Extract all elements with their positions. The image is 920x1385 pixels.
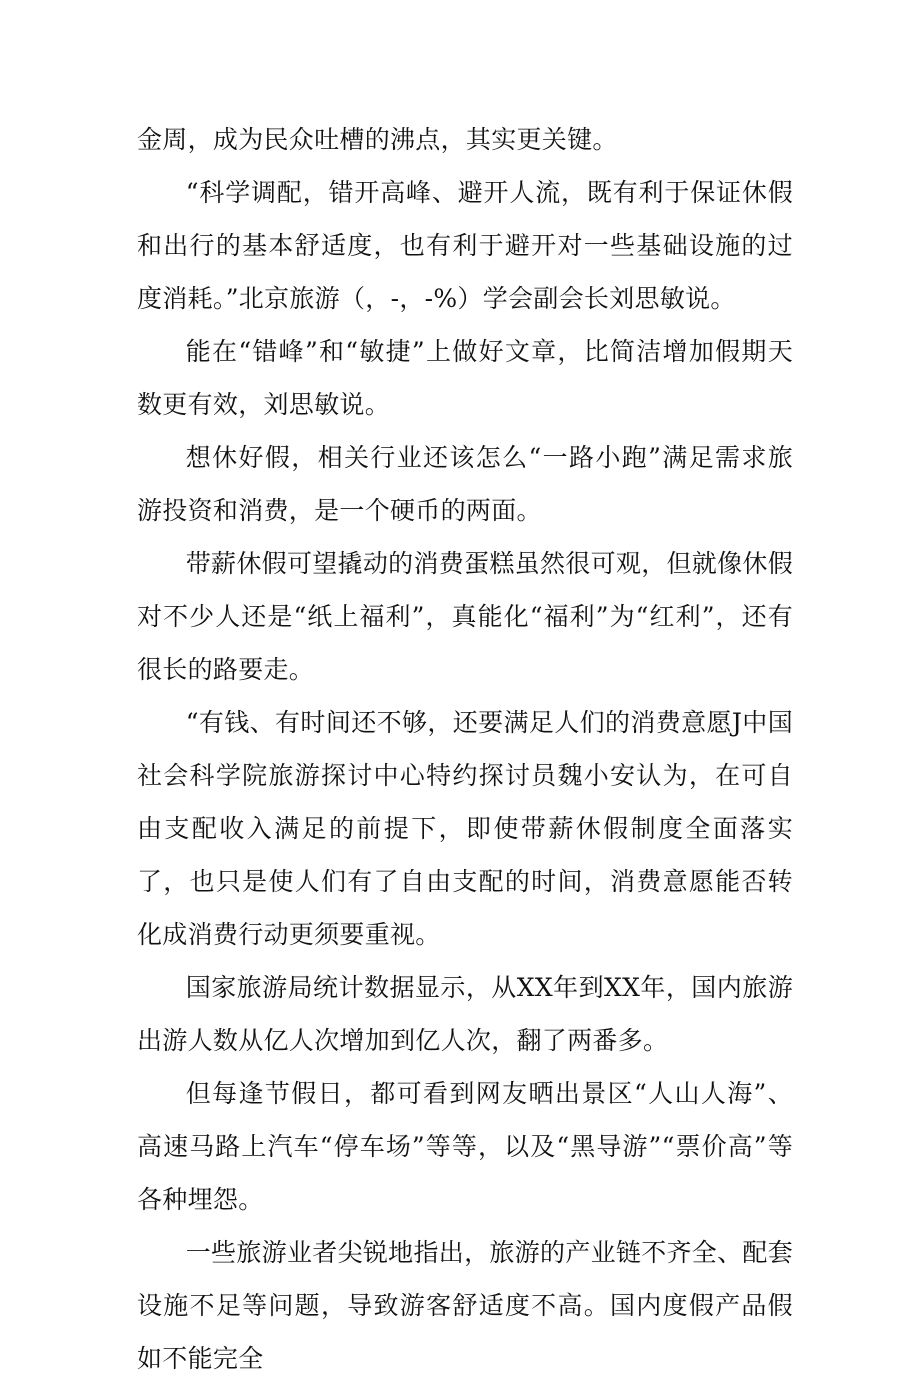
paragraph-3: 能在“错峰”和“敏捷”上做好文章，比简洁增加假期天数更有效，刘思敏说。 [137,337,793,419]
paragraph-1: 金周，成为民众吐槽的沸点，其实更关键。 [137,125,618,154]
paragraph-7: 国家旅游局统计数据显示，从XX年到XX年，国内旅游出游人数从亿人次增加到亿人次，翻了两番多。 [137,973,793,1055]
article-body [137,113,793,1385]
paragraph-5: 带薪休假可望撬动的消费蛋糕虽然很可观，但就像休假对不少人还是“纸上福利”，真能化“福利”为“红利”，还有很长的路要走。 [137,549,793,684]
paragraph-4: 想休好假，相关行业还该怎么“一路小跑”满足需求旅游投资和消费，是一个硬币的两面。 [137,443,793,525]
paragraph-9: 一些旅游业者尖锐地指出，旅游的产业链不齐全、配套设施不足等问题，导致游客舒适度不高。国内度假产品假如不能完全 [137,1238,793,1373]
paragraph-6: “有钱、有时间还不够，还要满足人们的消费意愿J中国社会科学院旅游探讨中心特约探讨员魏小安认为，在可自由支配收入满足的前提下，即使带薪休假制度全面落实了，也只是使人们有了自由支配的时间，消费意愿能否转化成消费行动更须要重视。 [137,708,793,949]
paragraph-8: 但每逢节假日，都可看到网友晒出景区“人山人海”、高速马路上汽车“停车场”等等，以及“黑导游”“票价高”等各种埋怨。 [137,1079,793,1214]
paragraph-2: “科学调配，错开高峰、避开人流，既有利于保证休假和出行的基本舒适度，也有利于避开对一些基础设施的过度消耗。”北京旅游（，-，-%）学会副会长刘思敏说。 [137,178,793,313]
